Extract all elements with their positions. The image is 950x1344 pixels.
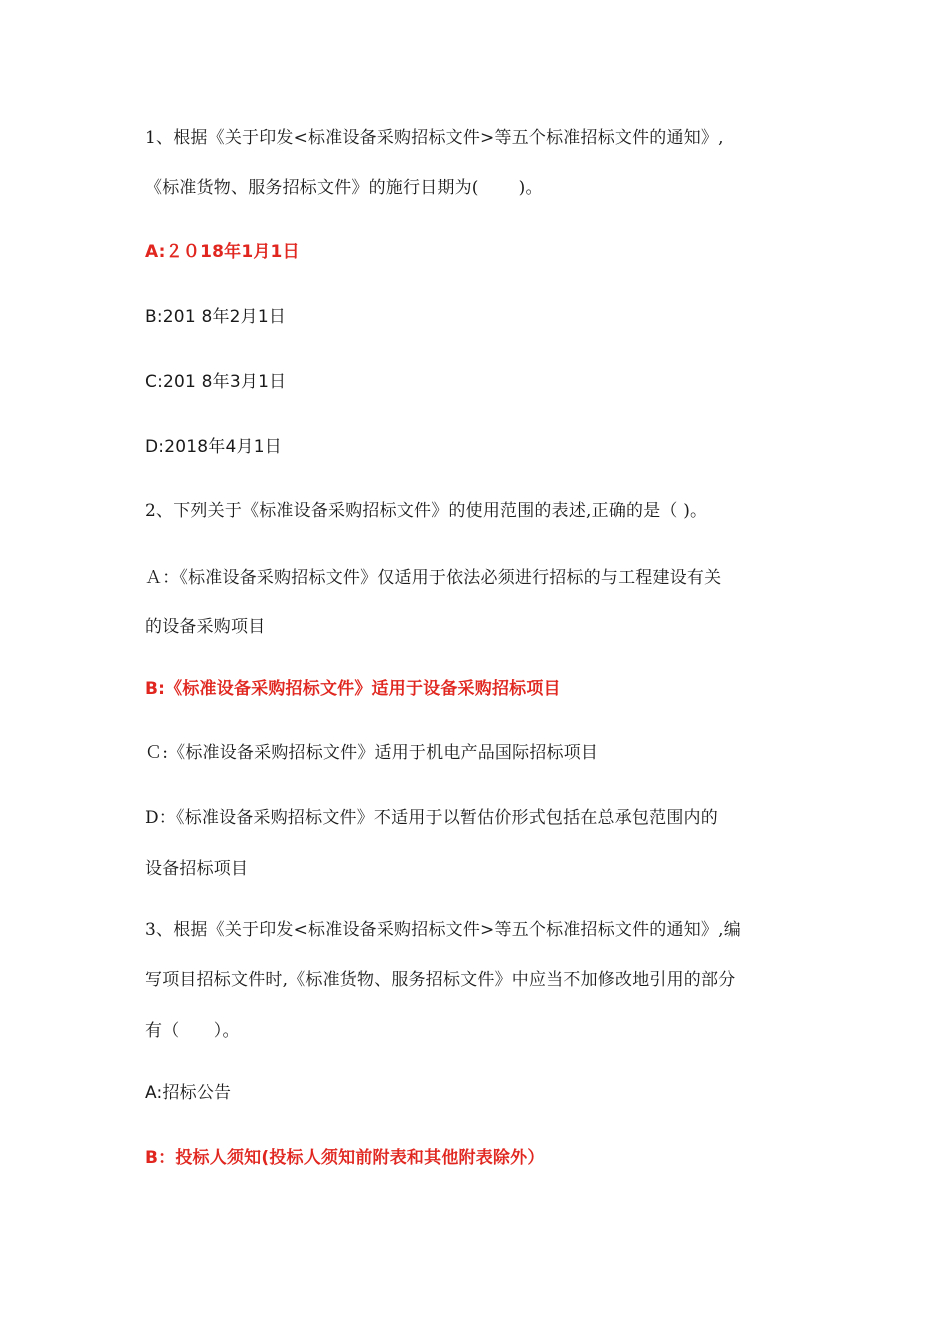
question-2-option-a-line-1: Ａ：《标准设备采购招标文件》仅适用于依法必须进行招标的与工程建设有关 <box>145 568 722 588</box>
question-2-option-d-line-1: D：《标准设备采购招标文件》不适用于以暂估价形式包括在总承包范围内的 <box>145 808 718 828</box>
question-1-text-line-1: 1、根据《关于印发<标准设备采购招标文件>等五个标准招标文件的通知》, <box>145 128 724 148</box>
question-1-option-d: D:2018年4月1日 <box>145 437 282 457</box>
question-3-text-line-1: 3、根据《关于印发<标准设备采购招标文件>等五个标准招标文件的通知》,编 <box>145 920 741 940</box>
question-2-text: 2、下列关于《标准设备采购招标文件》的使用范围的表述,正确的是（ )。 <box>145 501 708 521</box>
question-1-option-b: B:201 8年2月1日 <box>145 307 287 327</box>
question-1-option-a-correct: A:２０18年1月1日 <box>145 242 300 262</box>
question-1-text-line-2: 《标准货物、服务招标文件》的施行日期为( )。 <box>145 178 543 198</box>
question-3-option-a: A:招标公告 <box>145 1083 232 1103</box>
question-2-option-b-correct: B:《标准设备采购招标文件》适用于设备采购招标项目 <box>145 679 561 699</box>
question-3-text-line-3: 有（ ）。 <box>145 1021 240 1041</box>
question-2-option-a-line-2: 的设备采购项目 <box>145 617 266 637</box>
question-3-option-b-correct: B：投标人须知(投标人须知前附表和其他附表除外） <box>145 1148 545 1168</box>
question-2-option-c: Ｃ:《标准设备采购招标文件》适用于机电产品国际招标项目 <box>145 743 599 763</box>
question-3-text-line-2: 写项目招标文件时,《标准货物、服务招标文件》中应当不加修改地引用的部分 <box>145 970 736 990</box>
question-1-option-c: C:201 8年3月1日 <box>145 372 287 392</box>
question-2-option-d-line-2: 设备招标项目 <box>145 859 249 879</box>
